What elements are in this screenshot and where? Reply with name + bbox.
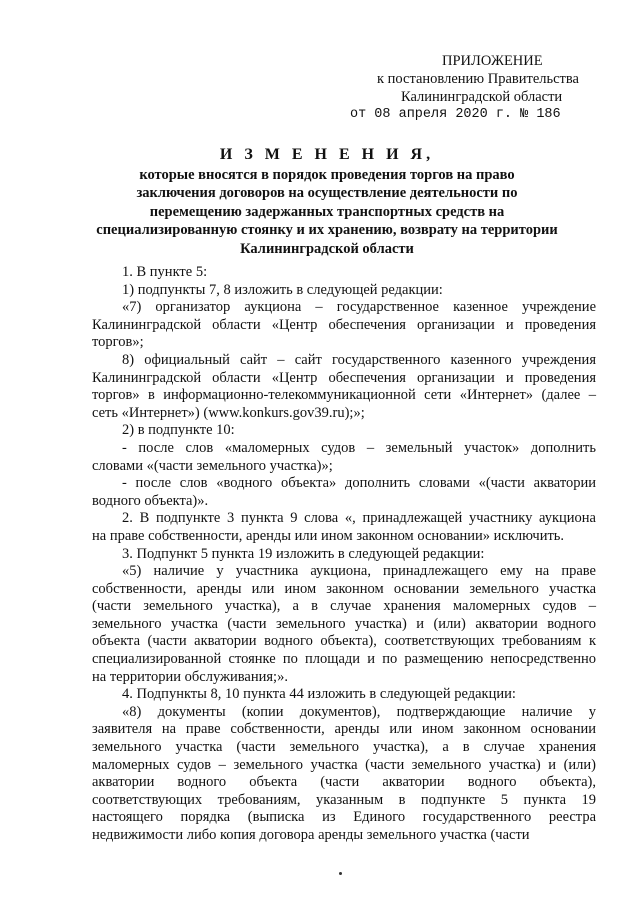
text-line: недвижимости либо копия договора аренды земельного участка (части [92, 827, 530, 843]
text-line: земельного участка (части земельного участка), а в случае хранения [92, 739, 596, 756]
text-line: акватории водного объекта (части акватории водного объекта), [92, 774, 596, 791]
paragraph [92, 686, 596, 704]
text-line: 8) официальный сайт – сайт государственного казенного учреждения [122, 351, 596, 368]
text-line: специализированной стоянке по площади и по размещению непосредственно [92, 651, 596, 668]
text-line: словами «(части земельного участка)»; [92, 457, 333, 474]
text-line: на праве собственности, аренды или ином законном основании» исключить. [92, 527, 565, 544]
text-line: земельного участка (части земельного участка) и (или) акватории водного [92, 615, 596, 632]
paragraph [92, 510, 596, 545]
text-line: торгов» в информационно-телекоммуникационной сети «Интернет» (далее – [92, 387, 596, 404]
text-line: 1) подпункты 7, 8 изложить в следующей редакции: [122, 281, 443, 298]
text-line: - после слов «маломерных судов – земельный участок» дополнить [122, 439, 596, 456]
text-line: торгов»; [92, 334, 144, 351]
paragraph [92, 282, 596, 300]
text-line: на территории обслуживания;». [92, 668, 288, 685]
heading-line: перемещению задержанных транспортных средств на [149, 203, 505, 220]
text-line: 4. Подпункты 8, 10 пункта 44 изложить в следующей редакции: [122, 686, 516, 703]
text-line: заявителя на праве собственности, аренды или ином законном основании [92, 721, 596, 738]
page-mark [339, 872, 342, 875]
paragraph [92, 264, 596, 282]
text-line: 3. Подпункт 5 пункта 19 изложить в следующей редакции: [122, 545, 485, 562]
text-line: 1. В пункте 5: [122, 264, 208, 280]
text-line: «5) наличие у участника аукциона, принадлежащего ему на праве [122, 563, 596, 580]
paragraph [92, 704, 596, 845]
heading-line: специализированную стоянку и их хранению, возврату на территории [96, 222, 558, 238]
appendix-date-number: от 08 апреля 2020 г. № 186 [350, 107, 561, 122]
text-line: 2) в подпункте 10: [122, 422, 235, 439]
text-line: Калининградской области «Центр обеспечения организации и проведения [92, 316, 596, 333]
paragraph [92, 440, 596, 475]
text-line: «8) документы (копии документов), подтверждающие наличие у [122, 703, 596, 720]
paragraph [92, 352, 596, 422]
document-body [92, 264, 596, 845]
paragraph [92, 422, 596, 440]
appendix-line-2: Калининградской области [401, 89, 563, 105]
appendix-header [350, 52, 610, 124]
text-line: Калининградской области «Центр обеспечения организации и проведения [92, 369, 596, 386]
paragraph [92, 475, 596, 510]
heading-line: которые вносятся в порядок проведения торгов на право [139, 166, 515, 183]
document-heading [92, 146, 562, 258]
paragraph [92, 299, 596, 352]
text-line: сеть «Интернет») (www.konkurs.gov39.ru);»; [92, 404, 365, 421]
text-line: (части земельного участка), а в случае хранения маломерных судов – [92, 598, 596, 615]
heading-line: Калининградской области [240, 240, 414, 257]
text-line: «7) организатор аукциона – государственное казенное учреждение [122, 299, 596, 316]
paragraph [92, 546, 596, 564]
text-line: настоящего порядка (выписка из Единого государственного реестра [92, 809, 596, 826]
heading-line: заключения договоров на осуществление деятельности по [136, 185, 518, 201]
text-line: соответствующих требованиям, указанным в подпункте 5 пункта 19 [92, 791, 596, 808]
text-line: 2. В подпункте 3 пункта 9 слова «, принадлежащей участнику аукциона [122, 510, 596, 527]
paragraph [92, 563, 596, 686]
text-line: маломерных судов – земельного участка (части земельного участка) и (или) [92, 756, 596, 773]
text-line: - после слов «водного объекта» дополнить словами «(части акватории [122, 475, 596, 492]
text-line: объекта (части акватории водного объекта), соответствующих требованиям к [92, 633, 596, 650]
appendix-title: ПРИЛОЖЕНИЕ [442, 53, 543, 69]
text-line: водного объекта)». [92, 492, 209, 509]
text-line: собственности, аренды или ином законном основании земельного участка [92, 580, 596, 597]
heading-title: И З М Е Н Е Н И Я, [219, 146, 435, 163]
appendix-line-1: к постановлению Правительства [377, 71, 579, 87]
